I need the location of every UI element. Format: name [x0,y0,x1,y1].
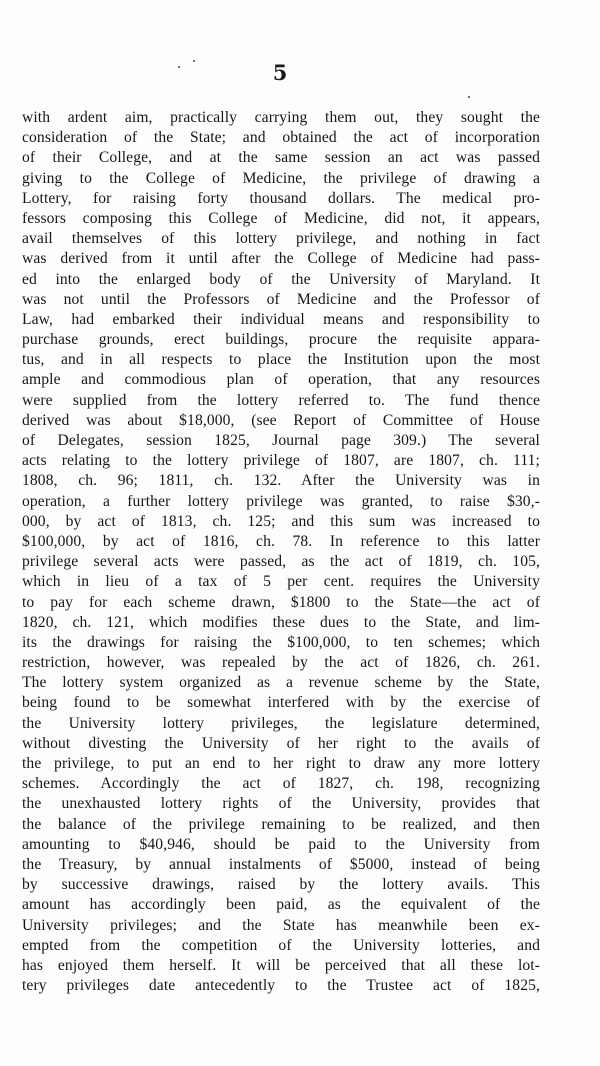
text-line: restriction, however, was repealed by the act of 1826, ch. 261. [22,654,540,672]
text-line: was not until the Professors of Medicine and the Professor of [22,290,540,308]
text-line: the unexhausted lottery rights of the University, provides that [22,795,540,813]
text-line: of their College, and at the same session an act was passed [22,149,540,167]
text-line: giving to the College of Medicine, the privilege of drawing a [22,169,540,187]
text-line: privilege several acts were passed, as the act of 1819, ch. 105, [22,553,540,571]
text-line: $100,000, by act of 1816, ch. 78. In reference to this latter [22,532,540,550]
body-text [22,108,540,996]
text-line: schemes. Accordingly the act of 1827, ch. 198, recognizing [22,775,540,793]
text-line: has enjoyed them herself. It will be perceived that all these lot- [22,956,540,974]
text-line: 1808, ch. 96; 1811, ch. 132. After the University was in [22,472,540,490]
text-line: ed into the enlarged body of the University of Maryland. It [22,270,540,288]
text-line: the balance of the privilege remaining to be realized, and then [22,815,540,833]
text-line: operation, a further lottery privilege was granted, to raise $30,- [22,492,540,510]
text-line: which in lieu of a tax of 5 per cent. requires the University [22,573,540,591]
text-line: derived was about $18,000, (see Report of Committee of House [22,411,540,429]
text-line: Law, had embarked their individual means and responsibility to [22,310,540,328]
text-line: was derived from it until after the College of Medicine had pass- [22,250,540,268]
ink-speck [468,96,470,98]
text-line: fessors composing this College of Medicine, did not, it appears, [22,209,540,227]
text-line: empted from the competition of the University lotteries, and [22,936,540,954]
text-line: by successive drawings, raised by the lottery avails. This [22,876,540,894]
text-line: ample and commodious plan of operation, that any resources [22,371,540,389]
text-line: tery privileges date antecedently to the Trustee act of 1825, [22,977,540,995]
text-line: with ardent aim, practically carrying them out, they sought the [22,109,540,126]
text-line: its the drawings for raising the $100,000, to ten schemes; which [22,633,540,651]
text-line: Lottery, for raising forty thousand dollars. The medical pro- [22,189,540,207]
text-line: amount has accordingly been paid, as the equivalent of the [22,896,540,914]
text-line: were supplied from the lottery referred to. The fund thence [22,391,540,409]
text-line: being found to be somewhat interfered with by the exercise of [22,694,540,712]
text-line: 1820, ch. 121, which modifies these dues to the State, and lim- [22,613,540,631]
text-line: the Treasury, by annual instalments of $5000, instead of being [22,855,540,873]
text-line: the University lottery privileges, the legislature determined, [22,714,540,732]
text-line: avail themselves of this lottery privilege, and nothing in fact [22,230,540,248]
text-line: University privileges; and the State has meanwhile been ex- [22,916,540,934]
text-line: without divesting the University of her right to the avails of [22,734,540,752]
text-line: amounting to $40,946, should be paid to the University from [22,835,540,853]
text-line: The lottery system organized as a revenue scheme by the State, [22,674,540,692]
text-line: consideration of the State; and obtained the act of incorporation [22,129,540,147]
page-number: 5 [272,60,288,85]
text-line: tus, and in all respects to place the Institution upon the most [22,351,540,369]
text-line: the privilege, to put an end to her right to draw any more lottery [22,755,540,772]
text-line: acts relating to the lottery privilege of 1807, are 1807, ch. 111; [22,452,540,470]
text-line: to pay for each scheme drawn, $1800 to the State—the act of [22,593,540,611]
text-line: of Delegates, session 1825, Journal page 309.) The several [22,432,540,449]
text-line: purchase grounds, erect buildings, procure the requisite appara- [22,331,540,349]
text-line: 000, by act of 1813, ch. 125; and this sum was increased to [22,512,540,530]
